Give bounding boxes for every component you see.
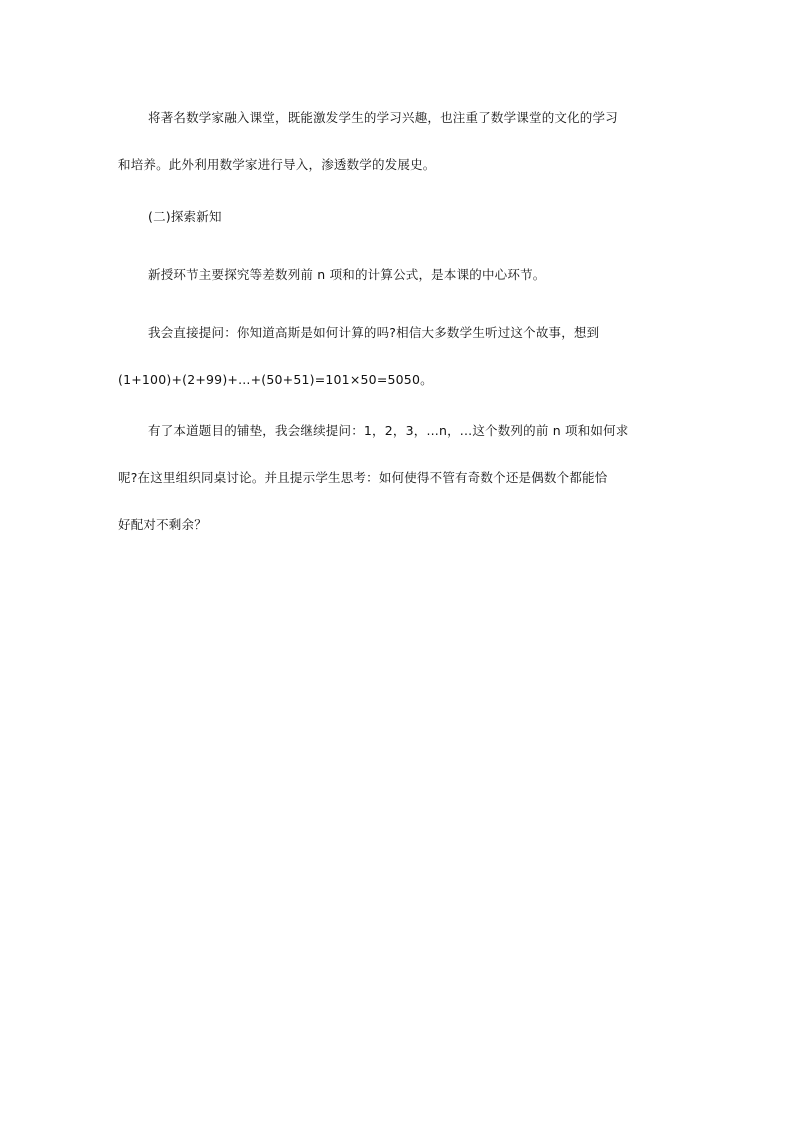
- paragraph-line: 将著名数学家融入课堂，既能激发学生的学习兴趣，也注重了数学课堂的文化的学习: [148, 110, 618, 125]
- paragraph-discussion: [118, 407, 678, 548]
- paragraph-line: 我会直接提问：你知道高斯是如何计算的吗?相信大多数学生听过这个故事，想到: [148, 325, 600, 340]
- paragraph-line: 和培养。此外利用数学家进行导入，渗透数学的发展史。: [118, 157, 436, 172]
- paragraph-line: 有了本道题目的铺垫，我会继续提问：1，2，3，...n，...这个数列的前 n 项和如何求: [148, 423, 629, 438]
- paragraph-line: 好配对不剩余？: [118, 517, 207, 532]
- paragraph-line: 新授环节主要探究等差数列前 n 项和的计算公式，是本课的中心环节。: [148, 267, 546, 282]
- section-heading: [118, 193, 678, 240]
- paragraph-intro: [118, 94, 678, 188]
- paragraph-gauss: [118, 309, 678, 403]
- paragraph-line: 呢?在这里组织同桌讨论。并且提示学生思考：如何使得不管有奇数个还是偶数个都能恰: [118, 470, 608, 485]
- section-heading-text: (二)探索新知: [148, 209, 222, 224]
- formula-line: (1+100)+(2+99)+...+(50+51)=101×50=5050。: [118, 372, 433, 387]
- paragraph-new-lesson: [118, 251, 678, 298]
